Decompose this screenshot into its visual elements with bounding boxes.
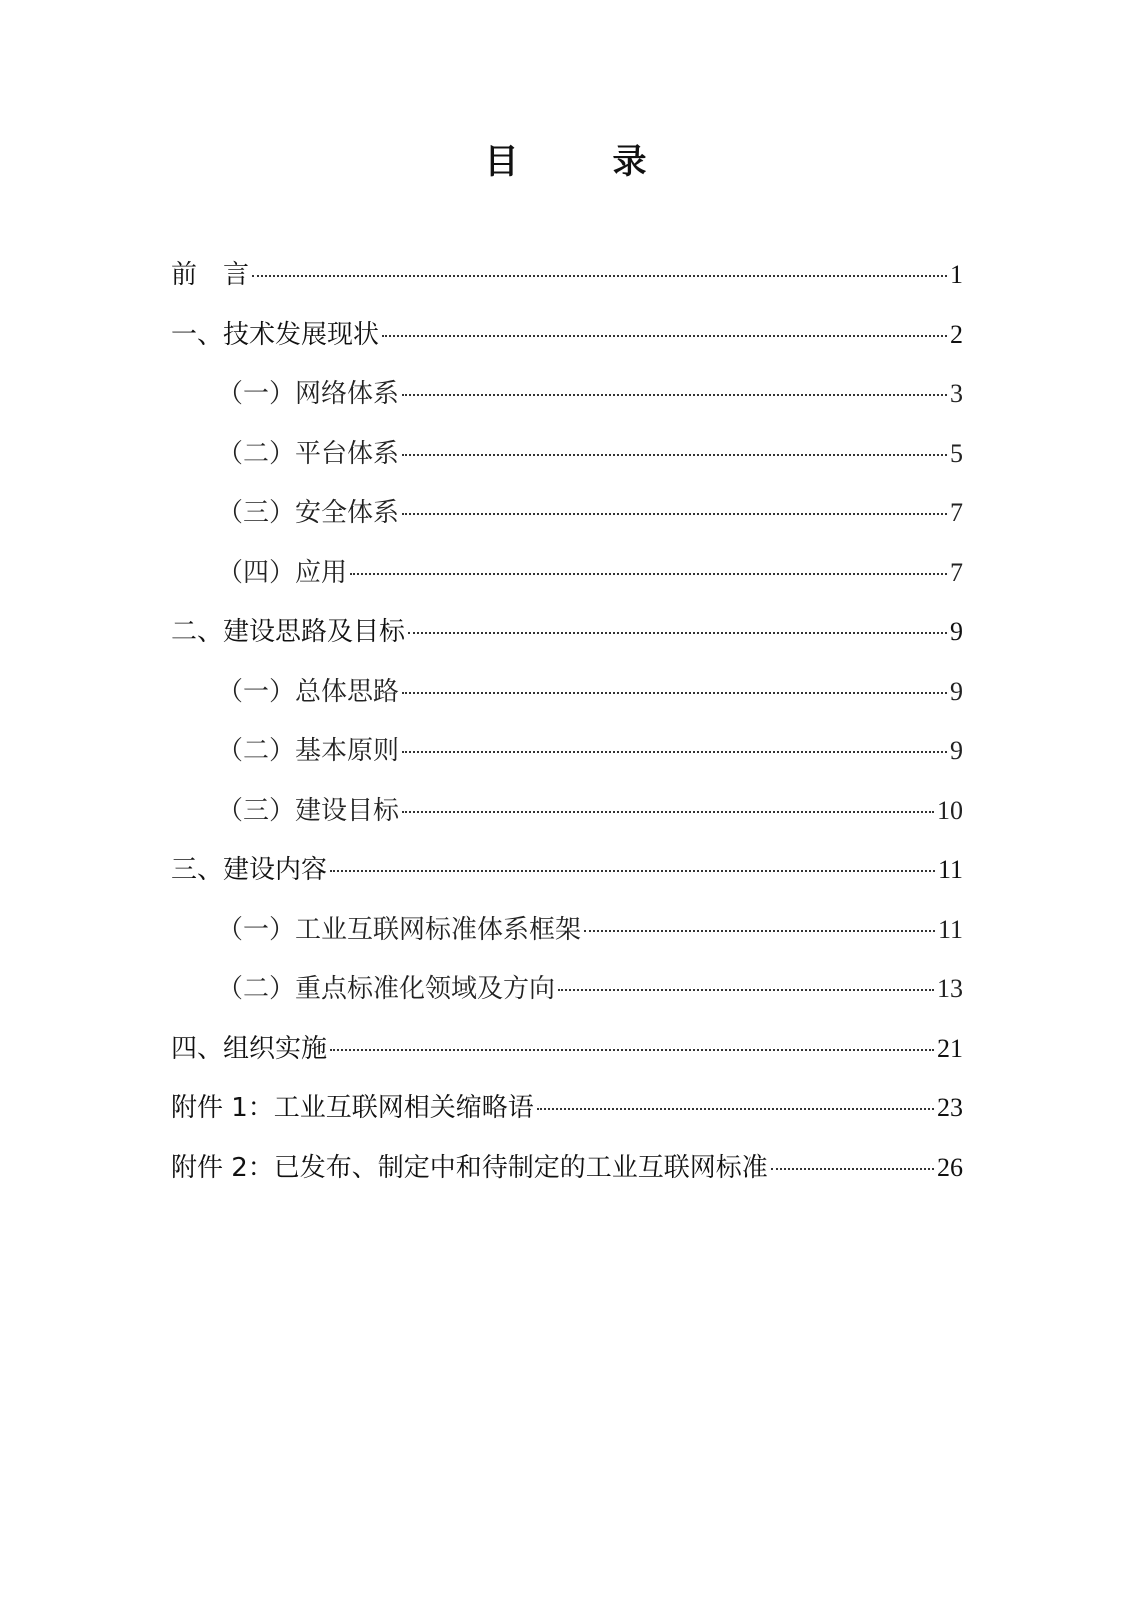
toc-entry-standard-framework[interactable] (171, 907, 963, 967)
toc-entry-implementation[interactable] (171, 1026, 963, 1086)
toc-entry-page: 7 (950, 557, 963, 587)
toc-entry-label: （一）工业互联网标准体系框架 (217, 914, 582, 945)
dot-leader (771, 1168, 934, 1170)
toc-entry-label: 二、建设思路及目标 (171, 617, 406, 647)
dot-leader (382, 335, 947, 337)
toc-entry-network-system[interactable] (171, 371, 963, 431)
dot-leader (408, 632, 947, 634)
toc-entry-ideas-goals[interactable] (171, 609, 963, 669)
dot-leader (402, 454, 947, 456)
toc-entry-construction-goals[interactable] (171, 788, 963, 848)
toc-entry-page: 13 (937, 974, 963, 1003)
toc-entry-label: （二）平台体系 (217, 438, 400, 469)
toc-entry-page: 2 (950, 319, 963, 349)
toc-entry-page: 9 (950, 676, 963, 706)
toc-entry-page: 21 (937, 1033, 963, 1063)
toc-entry-appendix-2[interactable] (171, 1145, 963, 1205)
dot-leader (402, 513, 947, 515)
toc-entry-label: 三、建设内容 (171, 855, 328, 885)
toc-entry-page: 5 (950, 438, 963, 468)
toc-entry-basic-principles[interactable] (171, 728, 963, 788)
toc-entry-label: 附件 1：工业互联网相关缩略语 (171, 1093, 534, 1123)
toc-entry-label: （三）安全体系 (217, 498, 400, 528)
toc-entry-page: 10 (937, 795, 963, 825)
toc-entry-page: 9 (950, 736, 963, 765)
toc-entry-application[interactable] (171, 550, 963, 610)
dot-leader (252, 275, 947, 277)
toc-entry-preface[interactable] (171, 252, 963, 312)
toc-entry-page: 26 (937, 1152, 963, 1182)
toc-entry-construction-content[interactable] (171, 847, 963, 907)
dot-leader (402, 751, 947, 753)
dot-leader (330, 870, 935, 872)
dot-leader (402, 811, 934, 813)
dot-leader (350, 573, 947, 575)
toc-entry-page: 23 (937, 1093, 963, 1122)
toc-entry-label: （一）总体思路 (217, 676, 400, 707)
toc-entry-label: （三）建设目标 (217, 795, 400, 826)
toc-entry-label: 附件 2：已发布、制定中和待制定的工业互联网标准 (171, 1152, 768, 1183)
dot-leader (537, 1108, 934, 1110)
toc-entry-label: （一）网络体系 (217, 379, 400, 409)
toc-entry-page: 3 (950, 379, 963, 408)
dot-leader (558, 989, 934, 991)
toc-entry-label: 前 言 (171, 260, 250, 290)
toc-entry-platform-system[interactable] (171, 431, 963, 491)
toc-entry-label: 一、技术发展现状 (171, 319, 380, 350)
dot-leader (584, 930, 935, 932)
toc-entry-label: （四）应用 (217, 557, 348, 588)
toc-entry-security-system[interactable] (171, 490, 963, 550)
toc-entry-label: （二）重点标准化领域及方向 (217, 974, 556, 1004)
toc-entry-overall-ideas[interactable] (171, 669, 963, 729)
table-of-contents (171, 252, 963, 1204)
dot-leader (402, 692, 947, 694)
dot-leader (330, 1049, 934, 1051)
toc-entry-page: 1 (950, 260, 963, 289)
toc-entry-label: （二）基本原则 (217, 736, 400, 766)
toc-entry-page: 11 (937, 855, 963, 884)
toc-entry-page: 11 (937, 914, 963, 944)
toc-entry-tech-status[interactable] (171, 312, 963, 372)
toc-entry-page: 7 (950, 498, 963, 527)
toc-entry-page: 9 (950, 617, 963, 646)
dot-leader (402, 394, 947, 396)
toc-entry-appendix-1[interactable] (171, 1085, 963, 1145)
page-title: 目 录 (484, 142, 677, 182)
toc-entry-label: 四、组织实施 (171, 1033, 328, 1064)
toc-entry-key-areas[interactable] (171, 966, 963, 1026)
